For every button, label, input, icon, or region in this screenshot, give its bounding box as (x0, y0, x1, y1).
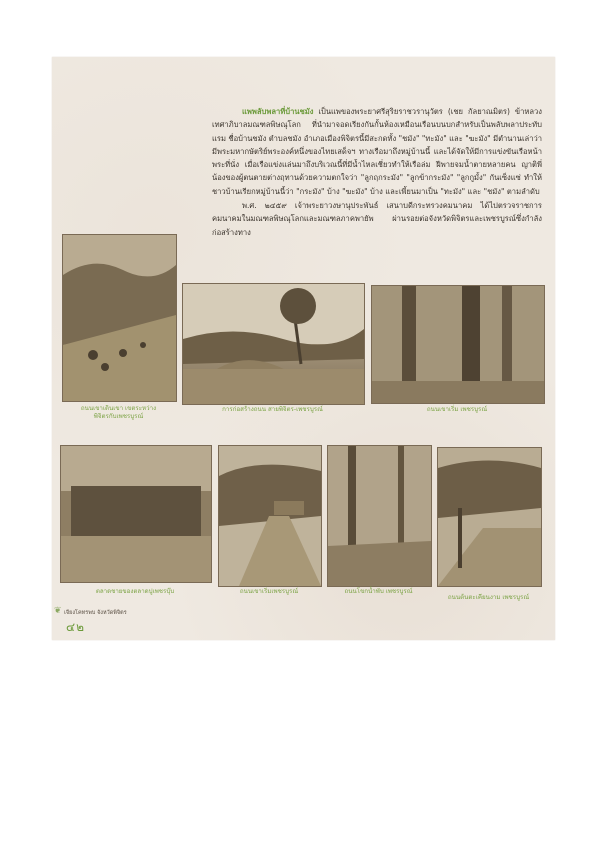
photo-road-tree (437, 447, 542, 587)
footer-book-title: เจียงโคทรพบ จังหวัดพิจิตร (64, 610, 127, 616)
photo-forest-road (371, 285, 545, 404)
photo-road-cutting-hill (62, 234, 177, 402)
body-text (212, 105, 542, 239)
photo-market-riverside (60, 445, 212, 583)
page-number: ๔๒ (66, 620, 85, 634)
caption-1-line-1: ถนนเขาเดินเขา เขตระหว่าง (80, 405, 157, 412)
caption-1 (62, 405, 175, 421)
paragraph-lead: แพพลับพลาที่บ้านชมัง (242, 107, 314, 116)
caption-6: ถนนโขกน้ำพับ เพชรบูรณ์ (344, 588, 413, 595)
photo-road-stream (327, 445, 432, 587)
caption-7: ถนนต้นตะเคียนงาม เพชรบูรณ์ (447, 594, 530, 601)
photo-road-buildings (218, 445, 322, 587)
caption-3: ถนนเขาเริ่ม เพชรบูรณ์ (426, 406, 488, 413)
book-page (52, 57, 555, 640)
paragraph-1-body: เป็นแพของพระยาศรีสุริยราชวรานุวัตร (เชย กัลยาณมิตร) ข้าหลวงเทศาภิบาลมณฑลพิษณุโลก ที่นำมาจอดเรียงกันกั้นห้องเหมือนเรือนบนบกสำหรับเป็นพลับพลาประทับแรม ชื่อบ้านชมัง ตำบลชมัง อำเภอเมืองพิจิตรนี้มีสะกดทั้ง "ชมัง" "ทะมัง" และ "ฆะมัง" มีตำนานเล่าว่ามีพระมหากษัตริย์พระองค์หนึ่งของไทยเสด็จฯ ทางเรือมาถึงหมู่บ้านนี้ และได้จัดให้มีการแข่งขันเรือหน้าพระที่นั่ง เมื่อเรือแข่งแล่นมาถึงบริเวณนี้ที่มีน้ำไหลเชี่ยวทำให้เรือล่ม ฝีพายจมน้ำตายหลายคน ญาติพี่น้องของผู้ตนตายต่างฤทานด้วยความตกใจว่า "ลูกฤกระมัง" "ลูกข้ากระมัง" "ลูกกูมั้ง" กันเซ็งแซ่ ทำให้ชาวบ้านเรียกหมู่บ้านนี้ว่า "กระมัง" บ้าง "ฆะมัง" บ้าง และเพี้ยนมาเป็น "ทะมัง" และ "ชมัง" ตามลำดับ (212, 107, 542, 196)
caption-4: ตลาดชายของตลาดปูเพชรบุ๊บ (95, 588, 175, 595)
paragraph-1 (212, 105, 542, 198)
paragraph-2: พ.ศ. ๒๔๕๙ เจ้าพระยาวงษานุประพันธ์ เสนาบดีกระทรวงคมนาคม ได้ไปตรวจราชการคมนาคมในมณฑลพิษณุโลกและมณฑลภาคพายัพ ผ่านรอยต่อจังหวัดพิจิตรและเพชรบูรณ์ซึ่งกำลังก่อสร้างทาง (212, 201, 542, 237)
photo-road-construction (182, 283, 365, 405)
caption-1-line-2: พิจิตรกับเพชรบูรณ์ (93, 413, 144, 420)
page-ornament-icon: ❦ (54, 606, 62, 616)
caption-2: การก่อสร้างถนน สายพิจิตร-เพชรบูรณ์ (222, 406, 323, 413)
caption-5: ถนนเขาเริ่มเพชรบูรณ์ (239, 588, 299, 595)
